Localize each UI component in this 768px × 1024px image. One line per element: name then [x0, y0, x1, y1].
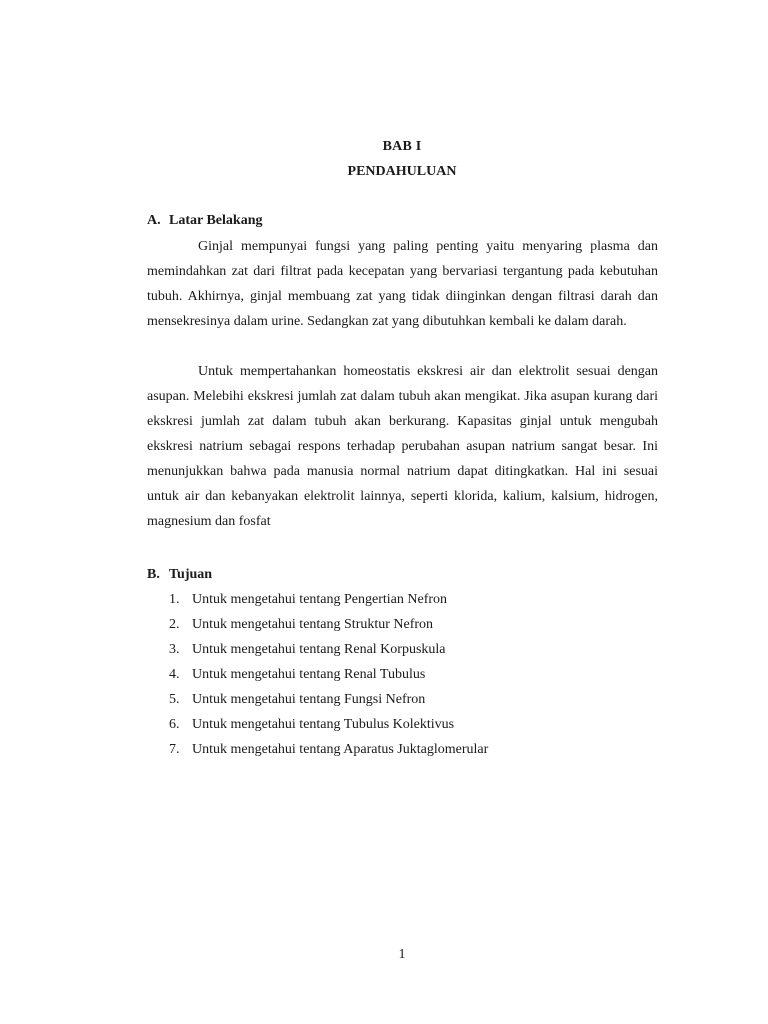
list-number: 6. [169, 717, 180, 732]
list-number: 4. [169, 667, 180, 682]
section-letter: B. [147, 567, 160, 582]
list-text: Untuk mengetahui tentang Fungsi Nefron [192, 692, 426, 707]
list-item [169, 587, 488, 612]
paragraph: Ginjal mempunyai fungsi yang paling penting yaitu menyaring plasma dan memindahkan zat dari filtrat pada kecepatan yang bervariasi tergantung pada kebutuhan tubuh. Akhirnya, ginjal membuang zat yang tidak diinginkan dengan filtrasi darah dan mensekresinya dalam urine. Sedangkan zat yang dibutuhkan kembali ke dalam darah. [147, 239, 658, 329]
list-text: Untuk mengetahui tentang Renal Korpuskula [192, 642, 446, 657]
list-number: 2. [169, 617, 180, 632]
list-item [169, 687, 488, 712]
section-letter: A. [147, 213, 161, 228]
list-text: Untuk mengetahui tentang Pengertian Nefron [192, 592, 448, 607]
paragraph: Untuk mempertahankan homeostatis ekskresi air dan elektrolit sesuai dengan asupan. Melebihi ekskresi jumlah zat dalam tubuh akan mengikat. Jika asupan kurang dari ekskresi jumlah zat dalam tubuh akan berkurang. Kapasitas ginjal untuk mengubah ekskresi natrium sebagai respons terhadap perubahan asupan natrium sangat besar. Ini menunjukkan bahwa pada manusia normal natrium dapat ditingkatkan. Hal ini sesuai untuk air dan kebanyakan elektrolit lainnya, seperti klorida, kalium, kalsium, hidrogen, magnesium dan fosfat [147, 364, 658, 529]
section-heading-tujuan [147, 566, 212, 584]
list-number: 1. [169, 592, 180, 607]
section-title: Tujuan [169, 567, 213, 582]
objectives-list [169, 587, 488, 762]
page-number: 1 [398, 947, 406, 962]
list-text: Untuk mengetahui tentang Tubulus Kolektivus [192, 717, 455, 732]
list-item [169, 712, 488, 737]
list-item [169, 662, 488, 687]
list-number: 7. [169, 742, 180, 757]
list-item [169, 637, 488, 662]
list-item [169, 612, 488, 637]
list-text: Untuk mengetahui tentang Aparatus Juktaglomerular [192, 742, 489, 757]
list-text: Untuk mengetahui tentang Struktur Nefron [192, 617, 434, 632]
chapter-number: BAB I [382, 139, 422, 154]
list-text: Untuk mengetahui tentang Renal Tubulus [192, 667, 426, 682]
list-item [169, 737, 488, 762]
chapter-title: PENDAHULUAN [347, 164, 457, 179]
list-number: 3. [169, 642, 180, 657]
section-heading-latar-belakang [147, 212, 262, 230]
section-title: Latar Belakang [169, 213, 263, 228]
list-number: 5. [169, 692, 180, 707]
